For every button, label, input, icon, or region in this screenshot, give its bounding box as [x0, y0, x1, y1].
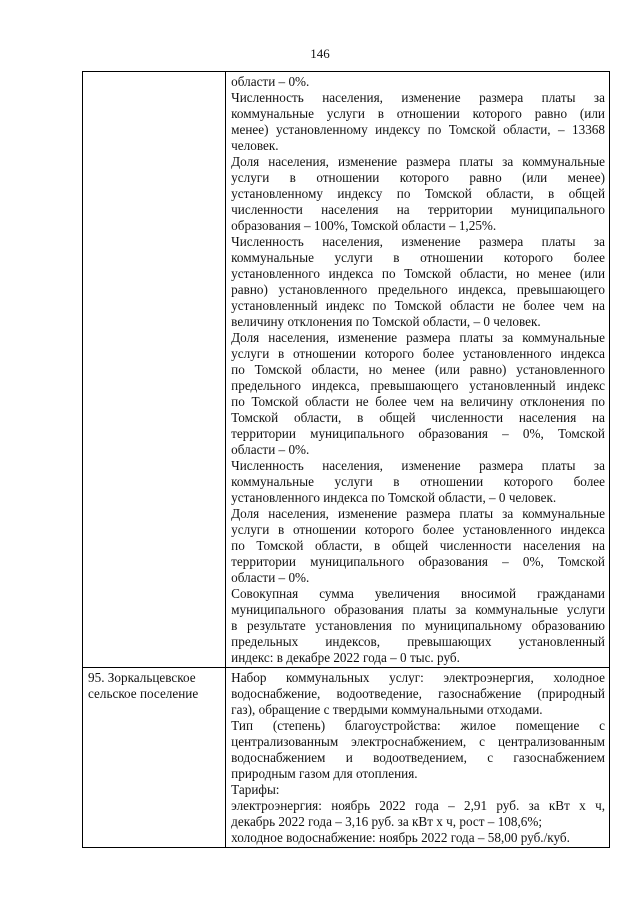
text-line: услуги в отношении которого равно (или менее) — [231, 170, 605, 185]
text-line: коммунальные услуги в отношении которого более — [231, 250, 605, 265]
paragraph — [231, 234, 605, 330]
text-line: предельного индекса, превышающего установленный индекс — [231, 378, 605, 393]
text-line: водоснабжение, водоотведение, газоснабжение (природный — [231, 686, 605, 701]
text-line: величину отклонения по Томской области, – 0 человек. — [231, 314, 541, 329]
text-line: Численность населения, изменение размера платы за — [231, 90, 605, 105]
municipality-cell — [83, 668, 226, 848]
text-line: Численность населения, изменение размера платы за — [231, 458, 605, 473]
text-line: установленному индексу по Томской области, в общей — [231, 186, 605, 201]
text-line: человек. — [231, 138, 279, 153]
text-line: Тип (степень) благоустройства: жилое помещение с — [231, 718, 605, 733]
text-line: установленного индекса по Томской области, но менее (или — [231, 266, 605, 281]
paragraph — [231, 330, 605, 458]
paragraph — [231, 670, 605, 718]
municipality-name-line: 95. Зоркальцевское — [88, 670, 196, 685]
text-line: предельных индексов, превышающих установленный — [231, 634, 605, 649]
paragraph — [231, 782, 605, 798]
text-line: услуги в отношении которого более установленного индекса — [231, 522, 605, 537]
text-line: области – 0%. — [231, 74, 310, 89]
text-line: коммунальные услуги в отношении которого более — [231, 474, 605, 489]
text-line: коммунальные услуги в отношении которого равно (или — [231, 106, 605, 121]
text-line: территории муниципального образования – 0%, Томской — [231, 554, 605, 569]
municipality-cell — [83, 72, 226, 668]
table-row — [83, 72, 610, 668]
text-line: Совокупная сумма увеличения вносимой гражданами — [231, 586, 605, 601]
tariff-table — [82, 71, 610, 848]
text-line: водоснабжением и водоотведением, с газоснабжением — [231, 750, 605, 765]
text-line: Доля населения, изменение размера платы за коммунальные — [231, 154, 605, 169]
text-line: по Томской области, но менее (или равно) установленного — [231, 362, 605, 377]
text-line: установленного индекса по Томской области, – 0 человек. — [231, 490, 557, 505]
text-line: равно) установленного предельного индекса, превышающего — [231, 282, 605, 297]
text-line: Томской области, в общей численности населения на — [231, 410, 605, 425]
text-line: декабрь 2022 года – 3,16 руб. за кВт х ч, рост – 108,6%; — [231, 814, 543, 829]
municipality-name-line: сельское поселение — [88, 686, 199, 701]
text-line: Тарифы: — [231, 782, 280, 797]
text-line: Доля населения, изменение размера платы за коммунальные — [231, 506, 605, 521]
text-line: образования – 100%, Томской области – 1,25%. — [231, 218, 497, 233]
paragraph — [231, 718, 605, 782]
table-row — [83, 668, 610, 848]
paragraph — [231, 154, 605, 234]
paragraph — [231, 458, 605, 506]
text-line: области – 0%. — [231, 570, 310, 585]
text-line: холодное водоснабжение: ноябрь 2022 года – 58,00 руб./куб. — [231, 830, 570, 845]
text-line: Численность населения, изменение размера платы за — [231, 234, 605, 249]
text-line: менее) установленному индексу по Томской области, – 13368 — [231, 122, 605, 137]
text-line: муниципального образования платы за коммунальные услуги — [231, 602, 605, 617]
paragraph — [231, 830, 605, 846]
text-line: в результате установления по муниципальному образованию — [231, 618, 605, 633]
text-line: по Томской области, в общей численности населения на — [231, 538, 605, 553]
text-line: численности населения на территории муниципального — [231, 202, 605, 217]
paragraph — [231, 506, 605, 586]
indicators-cell — [226, 72, 610, 668]
text-line: газ), обращение с твердыми коммунальными отходами. — [231, 702, 543, 717]
text-line: области – 0%. — [231, 442, 310, 457]
text-line: Набор коммунальных услуг: электроэнергия, холодное — [231, 670, 605, 685]
paragraph — [231, 74, 605, 90]
text-line: централизованным электроснабжением, с централизованным — [231, 734, 605, 749]
text-line: индекс: в декабре 2022 года – 0 тыс. руб. — [231, 650, 460, 665]
paragraph — [231, 586, 605, 666]
indicators-cell — [226, 668, 610, 848]
text-line: электроэнергия: ноябрь 2022 года – 2,91 руб. за кВт х ч, — [231, 798, 605, 813]
paragraph — [231, 798, 605, 830]
text-line: природным газом для отопления. — [231, 766, 418, 781]
text-line: по Томской области не более чем на величину отклонения по — [231, 394, 605, 409]
page-number: 146 — [310, 46, 330, 61]
text-line: Доля населения, изменение размера платы за коммунальные — [231, 330, 605, 345]
text-line: установленный индекс по Томской области не более чем на — [231, 298, 605, 313]
text-line: услуги в отношении которого более установленного индекса — [231, 346, 605, 361]
text-line: территории муниципального образования – 0%, Томской — [231, 426, 605, 441]
paragraph — [231, 90, 605, 154]
